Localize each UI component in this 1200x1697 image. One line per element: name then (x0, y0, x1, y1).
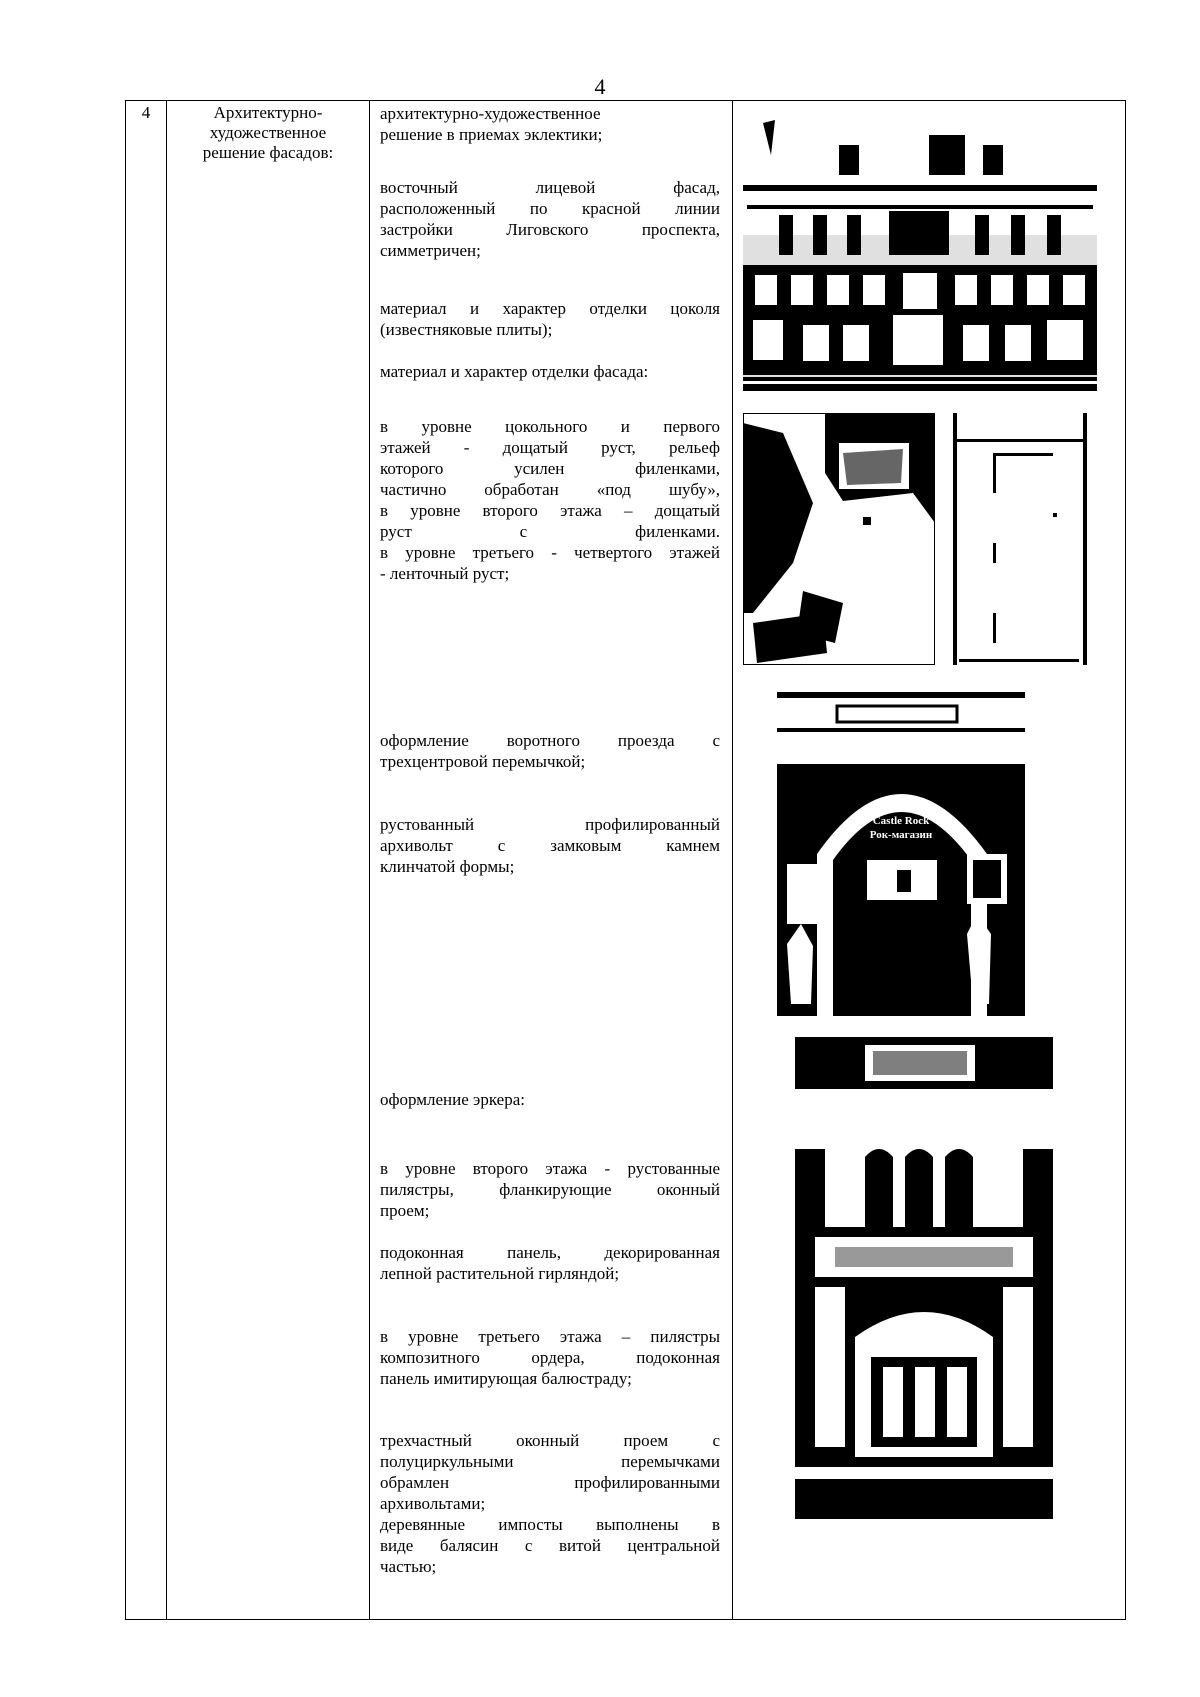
paragraph-facade-finish (380, 361, 720, 382)
paragraph-line: панель имитирующая балюстраду; (380, 1369, 632, 1388)
description-cell (370, 101, 733, 1620)
row-title (167, 101, 370, 1620)
paragraph-line: архивольт с замковым камнем (380, 836, 720, 855)
paragraph-line: лепной растительной гирляндой; (380, 1264, 620, 1283)
row-title-line-1: Архитектурно- (213, 103, 323, 122)
facade-table (125, 100, 1126, 1620)
bay-window-photo (795, 1037, 1053, 1519)
paragraph-line: решение в приемах эклектики; (380, 125, 603, 144)
paragraph-line: - ленточный руст; (380, 564, 510, 583)
paragraph-gateway (380, 730, 720, 772)
table-row (126, 101, 1126, 1620)
paragraph-window (380, 1430, 720, 1577)
page-number: 4 (594, 74, 606, 99)
gateway-photo (777, 684, 1025, 1016)
paragraph-plinth (380, 298, 720, 340)
paragraph-line: застройки Лиговского проспекта, (380, 220, 720, 239)
paragraph-line: материал и характер отделки цоколя (380, 299, 720, 318)
paragraph-east-facade (380, 177, 720, 261)
paragraph-line: этажей - дощатый руст, рельеф (380, 438, 720, 457)
paragraph-line: пилястры, фланкирующие оконный (380, 1180, 720, 1199)
gate-sign-bottom: Рок-магазин (869, 829, 933, 841)
paragraph-line: (известняковые плиты); (380, 320, 553, 339)
row-title-line-2: художественное (209, 123, 327, 142)
paragraph-line: обрамлен профилированными (380, 1473, 720, 1492)
paragraph-line: в уровне цокольного и первого (380, 417, 720, 436)
paragraph-line: в уровне второго этажа – дощатый (380, 501, 720, 520)
wall-detail-photo (953, 413, 1087, 665)
paragraph-line: архивольтами; (380, 1494, 486, 1513)
paragraph-line: расположенный по красной линии (380, 199, 720, 218)
paragraph-line: клинчатой формы; (380, 857, 515, 876)
paragraph-line: деревянные импосты выполнены в (380, 1515, 720, 1534)
paragraph-line: в уровне второго этажа - рустованные (380, 1159, 720, 1178)
paragraph-line: трехчастный оконный проем с (380, 1431, 720, 1450)
paragraph-line: подоконная панель, декорированная (380, 1243, 720, 1262)
paragraph-second-floor (380, 1158, 720, 1221)
paragraph-line: руст с филенками. (380, 522, 720, 541)
paragraph-line: которого усилен филенками, (380, 459, 720, 478)
paragraph-line: полуциркульными перемычками (380, 1452, 720, 1471)
paragraph-line: частично обработан «под шубу», (380, 480, 720, 499)
rustication-detail-photo (743, 413, 935, 665)
paragraph-line: симметричен; (380, 241, 481, 260)
paragraph-line: проем; (380, 1201, 430, 1220)
paragraph-line: архитектурно-художественное (380, 104, 601, 123)
paragraph-rustication (380, 416, 720, 584)
paragraph-line: оформление воротного проезда с (380, 731, 720, 750)
paragraph-line: в уровне третьего этажа – пилястры (380, 1327, 720, 1346)
paragraph-line: виде балясин с витой центральной (380, 1536, 720, 1555)
row-title-line-3: решение фасадов: (202, 143, 334, 162)
paragraph-line: трехцентровой перемычкой; (380, 752, 586, 771)
paragraph-line: оформление эркера: (380, 1090, 525, 1109)
row-number: 4 (126, 101, 167, 1620)
paragraph-line: рустованный профилированный (380, 815, 720, 834)
paragraph-line: в уровне третьего - четвертого этажей (380, 543, 720, 562)
gate-sign-top: Castle Rock (872, 815, 930, 827)
paragraph-sill-panel (380, 1242, 720, 1284)
photo-cell (733, 101, 1126, 1620)
paragraph-erker (380, 1089, 720, 1110)
paragraph-line: материал и характер отделки фасада: (380, 362, 649, 381)
paragraph-line: частью; (380, 1557, 437, 1576)
paragraph-line: восточный лицевой фасад, (380, 178, 720, 197)
facade-photo (743, 115, 1097, 391)
paragraph-third-floor (380, 1326, 720, 1389)
paragraph-eclectic (380, 103, 720, 145)
paragraph-line: композитного ордера, подоконная (380, 1348, 720, 1367)
paragraph-archivolt (380, 814, 720, 877)
